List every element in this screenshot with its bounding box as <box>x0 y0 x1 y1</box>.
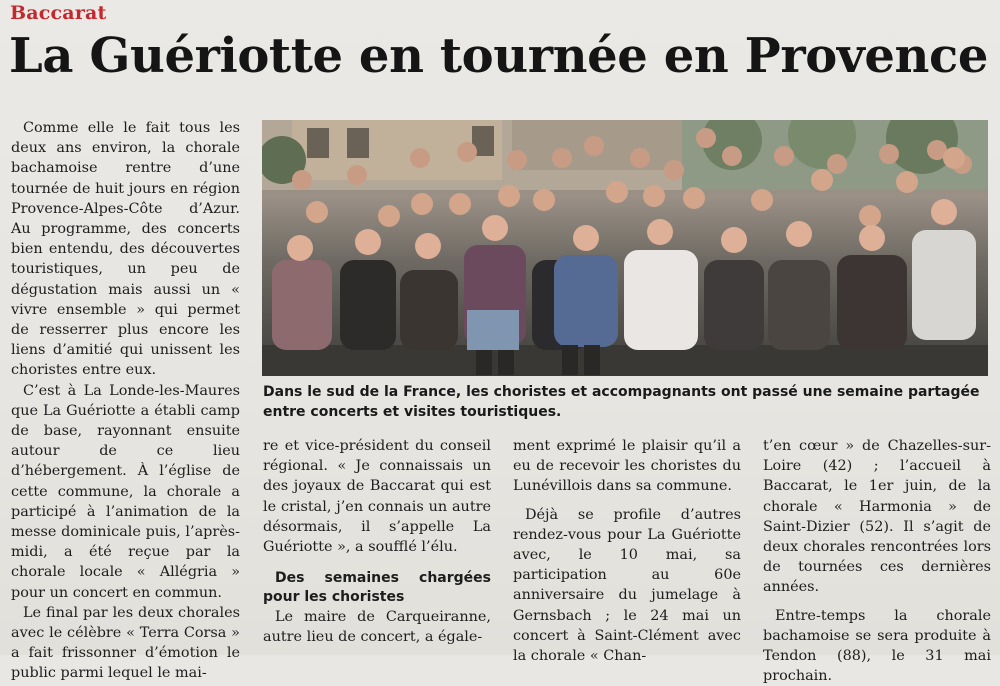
article-column-1 <box>11 118 240 684</box>
section-kicker: Baccarat <box>10 2 107 24</box>
article-column-4 <box>763 436 991 686</box>
paragraph: C’est à La Londe-les-Maures que La Guériotte a établi camp de base, rayonnant ensuite autour de ce lieu d’hébergement. À l’église de cette commune, la chorale a participé à l’animation de la messe dominicale puis, l’après-midi, a été reçue par la chorale locale « Allégria » pour un concert en commun. <box>11 382 240 601</box>
headline: La Guériotte en tournée en Provence <box>9 28 988 84</box>
paragraph: Entre-temps la chorale bachamoise se sera produite à Tendon (88), le 31 mai prochain. <box>763 607 991 685</box>
photo-caption: Dans le sud de la France, les choristes et accompagnants ont passé une semaine partagée entre concerts et visites touristiques. <box>263 384 980 420</box>
paragraph: ment exprimé le plaisir qu’il a eu de recevoir les choristes du Lunévillois dans sa commune. <box>513 438 741 495</box>
paragraph: Le maire de Carqueiranne, autre lieu de concert, a égale- <box>263 609 491 646</box>
paragraph: Déjà se profile d’autres rendez-vous pour La Guériotte avec, le 10 mai, sa participation au 60e anniversaire du jumelage à Gernsbach ; le 24 mai un concert à Saint-Clément avec la chorale « Chan- <box>513 506 741 665</box>
paragraph: re et vice-président du conseil régional. « Je connaissais un des joyaux de Baccarat qui est le cristal, j’en connais un autre désormais, il s’appelle La Guériotte », a soufflé l’élu. <box>263 438 491 556</box>
article-column-3 <box>513 436 741 666</box>
group-photo <box>262 120 988 376</box>
article-subhead: Des semaines chargées pour les choristes <box>263 570 491 606</box>
choir-group-illustration <box>262 120 988 376</box>
paragraph: Le final par les deux chorales avec le célèbre « Terra Corsa » a fait frissonner d’émotion le public parmi lequel le mai- <box>11 604 240 682</box>
article-column-2 <box>263 436 491 648</box>
paragraph: Comme elle le fait tous les deux ans environ, la chorale bachamoise rentre d’une tournée de huit jours en région Provence-Alpes-Côte d’Azur. Au programme, des concerts bien entendu, des découvertes touristiques, un peu de dégustation mais aussi un « vivre ensemble » qui permet de resserrer plus encore les liens d’amitié qui unissent les choristes entre eux. <box>11 120 240 379</box>
paragraph: t’en cœur » de Chazelles-sur-Loire (42) ; l’accueil à Baccarat, le 1er juin, de la chorale « Harmonia » de Saint-Dizier (52). Il s’agit de deux chorales rencontrées lors de tournées ces dernières années. <box>763 438 991 596</box>
